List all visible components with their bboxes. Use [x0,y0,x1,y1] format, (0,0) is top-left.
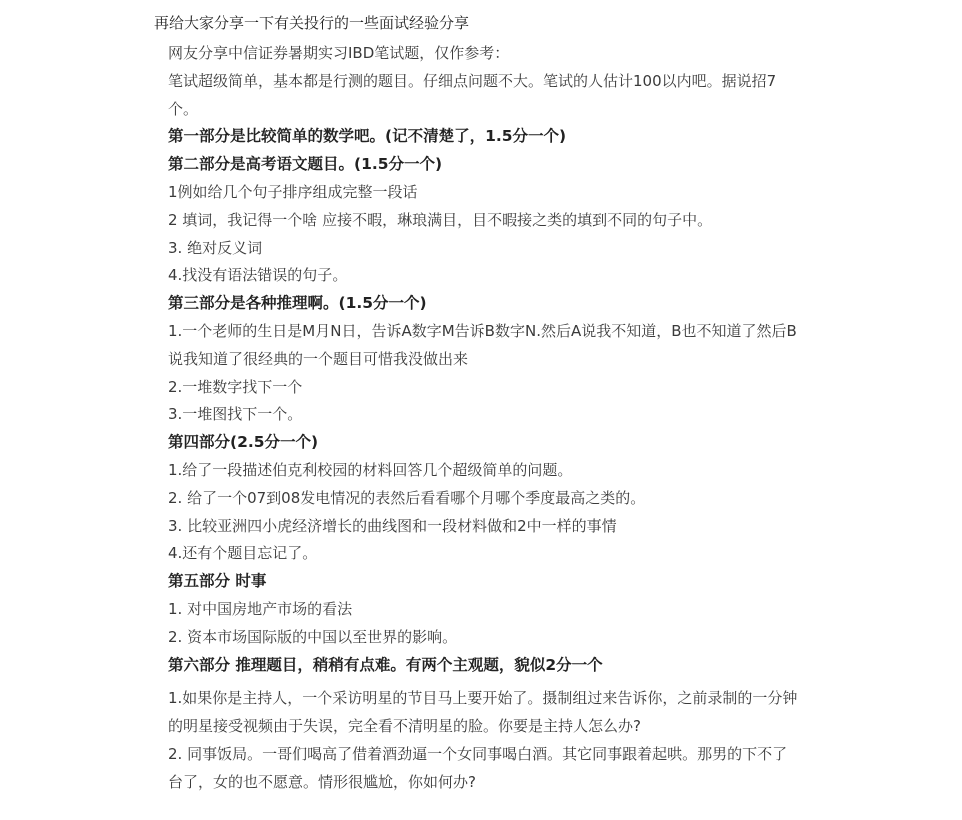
list-item: 2. 同事饭局。一哥们喝高了借着酒劲逼一个女同事喝白酒。其它同事跟着起哄。那男的下不了台了，女的也不愿意。情形很尴尬，你如何办? [168,744,788,791]
article-title: 再给大家分享一下有关投行的一些面试经验分享 [154,14,470,32]
list-item: 1例如给几个句子排序组成完整一段话 [168,182,418,201]
list-item: 3. 比较亚洲四小虎经济增长的曲线图和一段材料做和2中一样的事情 [168,516,617,535]
list-item: 1.一个老师的生日是M月N日，告诉A数字M告诉B数字N.然后A说我不知道，B也不知道了然后B说我知道了很经典的一个题目可惜我没做出来 [168,321,797,368]
section-heading-6: 第六部分 推理题目，稍稍有点难。有两个主观题，貌似2分一个 [168,655,603,674]
section-heading-4: 第四部分(2.5分一个) [168,433,319,452]
article-body [168,40,808,797]
list-item: 2.一堆数字找下一个 [168,377,303,396]
section-heading-3: 第三部分是各种推理啊。(1.5分一个) [168,294,427,313]
paragraph-intro: 网友分享中信证券暑期实习IBD笔试题，仅作参考： [168,44,510,62]
section-heading-5: 第五部分 时事 [168,572,267,591]
section-heading-1: 第一部分是比较简单的数学吧。(记不清楚了，1.5分一个) [168,127,567,146]
list-item: 1.如果你是主持人，一个采访明星的节目马上要开始了。摄制组过来告诉你，之前录制的一分钟的明星接受视频由于失误，完全看不清明星的脸。你要是主持人怎么办? [168,689,798,736]
list-item: 4.还有个题目忘记了。 [168,544,318,563]
list-item: 1.给了一段描述伯克利校园的材料回答几个超级简单的问题。 [168,460,573,479]
list-item: 2. 给了一个07到08发电情况的表然后看看哪个月哪个季度最高之类的。 [168,488,646,507]
list-item: 2 填词，我记得一个啥 应接不暇，琳琅满目，目不暇接之类的填到不同的句子中。 [168,210,713,229]
section-heading-2: 第二部分是高考语文题目。(1.5分一个) [168,155,443,174]
list-item: 3.一堆图找下一个。 [168,405,303,424]
paragraph-summary: 笔试超级简单，基本都是行测的题目。仔细点问题不大。笔试的人估计100以内吧。据说招7个。 [168,71,777,118]
list-item: 4.找没有语法错误的句子。 [168,266,348,285]
list-item: 1. 对中国房地产市场的看法 [168,599,353,618]
list-item: 2. 资本市场国际版的中国以至世界的影响。 [168,627,458,646]
list-item: 3. 绝对反义词 [168,238,263,257]
